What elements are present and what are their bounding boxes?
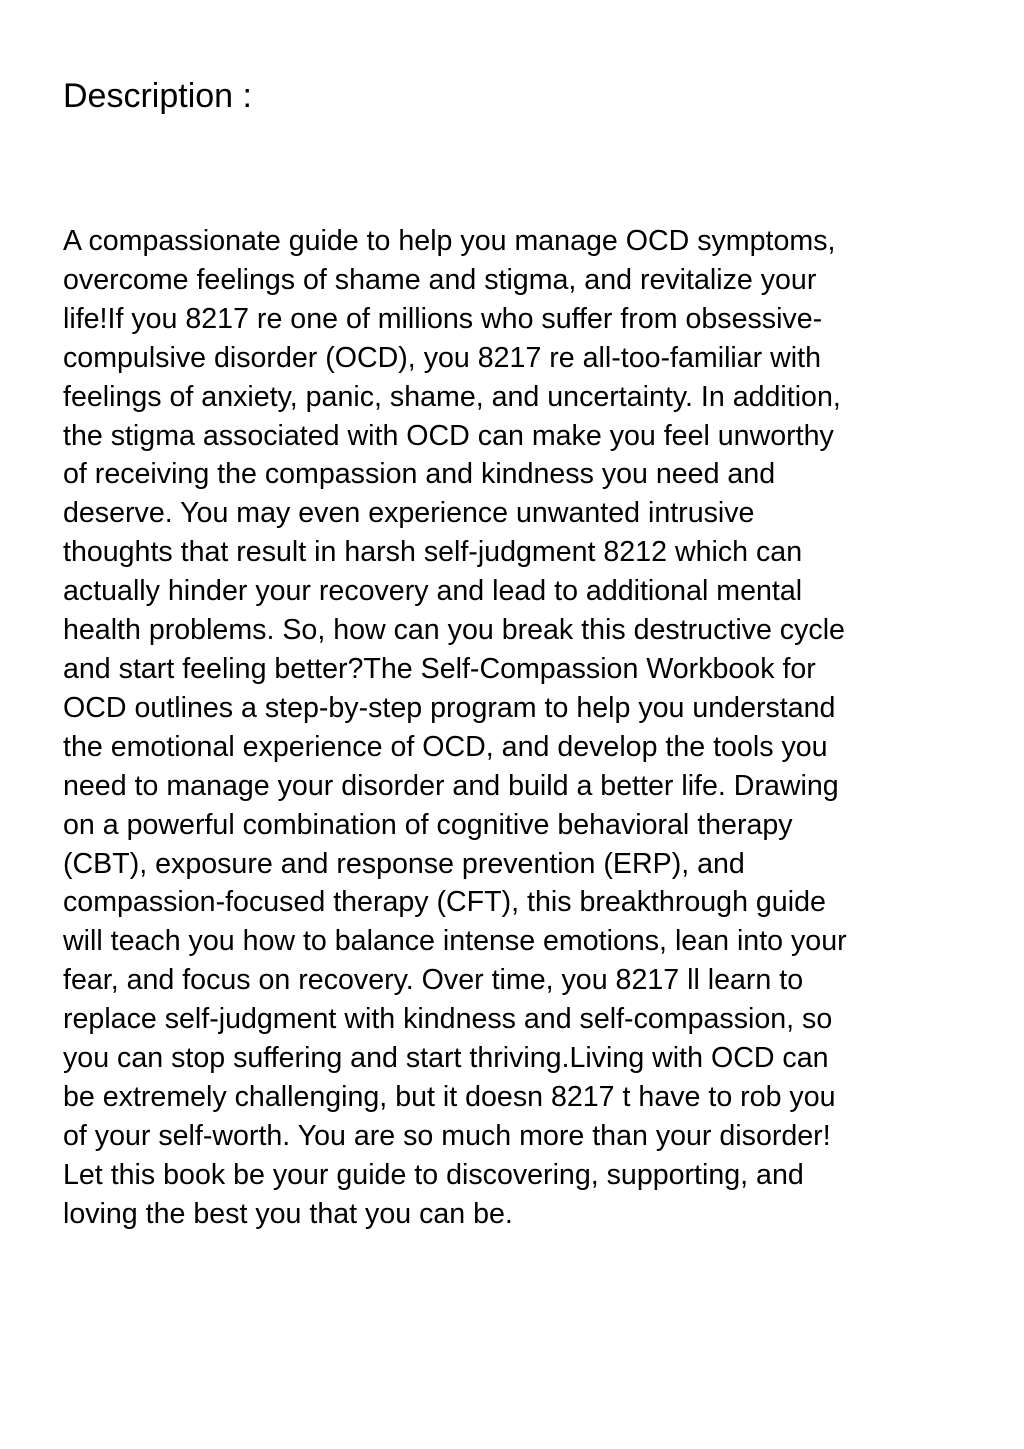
description-line: thoughts that result in harsh self-judgment 8212 which can [63, 536, 803, 569]
description-line: fear, and focus on recovery. Over time, you 8217 ll learn to [63, 964, 804, 997]
description-line: deserve. You may even experience unwanted intrusive [63, 497, 755, 530]
description-line: actually hinder your recovery and lead to additional mental [63, 575, 803, 608]
description-line: and start feeling better?The Self-Compassion Workbook for [63, 652, 816, 685]
description-line: you can stop suffering and start thriving.Living with OCD can [63, 1042, 829, 1075]
description-line: need to manage your disorder and build a better life. Drawing [63, 769, 839, 802]
description-body [63, 222, 963, 1234]
description-line: overcome feelings of shame and stigma, and revitalize your [63, 263, 817, 296]
description-line: (CBT), exposure and response prevention (ERP), and [63, 847, 745, 880]
description-line: the stigma associated with OCD can make you feel unworthy [63, 419, 834, 452]
description-line: of receiving the compassion and kindness you need and [63, 458, 776, 491]
description-line: the emotional experience of OCD, and develop the tools you [63, 730, 828, 763]
description-line: compulsive disorder (OCD), you 8217 re all-too-familiar with [63, 341, 821, 374]
description-line: feelings of anxiety, panic, shame, and uncertainty. In addition, [63, 380, 841, 413]
description-line: on a powerful combination of cognitive behavioral therapy [63, 808, 793, 841]
description-line: health problems. So, how can you break this destructive cycle [63, 614, 845, 647]
description-line: be extremely challenging, but it doesn 8217 t have to rob you [63, 1080, 836, 1113]
description-line: Let this book be your guide to discovering, supporting, and [63, 1158, 804, 1191]
description-line: A compassionate guide to help you manage OCD symptoms, [63, 225, 836, 257]
description-line: compassion-focused therapy (CFT), this breakthrough guide [63, 886, 826, 919]
description-line: loving the best you that you can be. [63, 1197, 513, 1230]
description-line: replace self-judgment with kindness and self-compassion, so [63, 1003, 833, 1036]
description-heading: Description : [63, 77, 252, 115]
description-line: will teach you how to balance intense emotions, lean into your [63, 925, 847, 958]
description-line: OCD outlines a step-by-step program to help you understand [63, 691, 836, 724]
description-line: life!If you 8217 re one of millions who suffer from obsessive- [63, 302, 823, 335]
description-line: of your self-worth. You are so much more than your disorder! [63, 1119, 831, 1152]
